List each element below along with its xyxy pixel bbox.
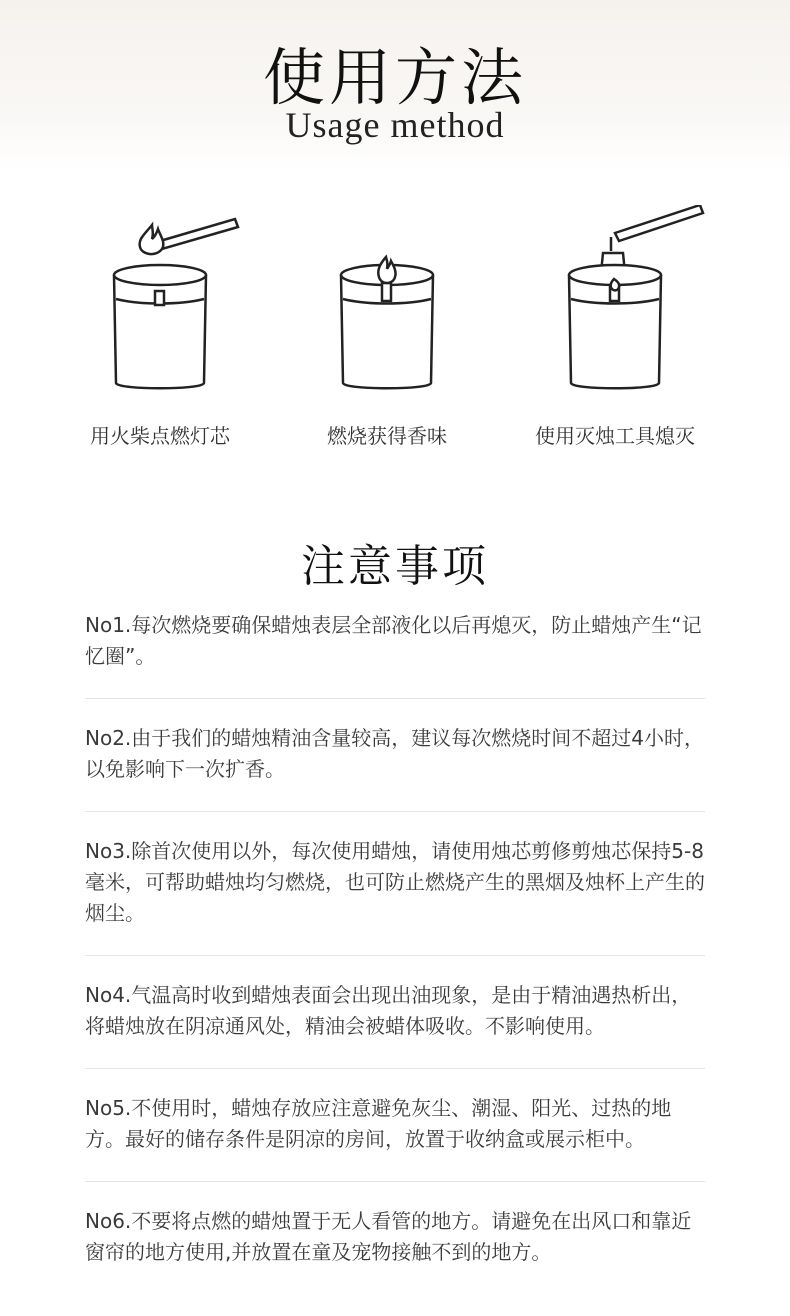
page-subtitle: Usage method	[285, 105, 505, 145]
notes-title: 注意事项	[301, 541, 489, 592]
step-3	[515, 205, 715, 455]
note-item: No4.气温高时收到蜡烛表面会出现出油现象，是由于精油遇热析出，将蜡烛放在阴凉通风处，精油会被蜡体吸收。不影响使用。	[85, 978, 705, 1069]
burning-candle-icon	[287, 205, 487, 405]
step-2	[287, 205, 487, 455]
note-item: No3.除首次使用以外，每次使用蜡烛，请使用烛芯剪修剪烛芯保持5-8毫米，可帮助蜡烛均匀燃烧，也可防止燃烧产生的黑烟及烛杯上产生的烟尘。	[85, 834, 705, 956]
step-label: 用火柴点燃灯芯	[90, 424, 230, 448]
step-label: 使用灭烛工具熄灭	[535, 424, 695, 448]
note-item: No1.每次燃烧要确保蜡烛表层全部液化以后再熄灭，防止蜡烛产生“记忆圈”。	[85, 608, 705, 699]
match-light-candle-icon	[60, 205, 260, 405]
note-item: No2.由于我们的蜡烛精油含量较高，建议每次燃烧时间不超过4小时，以免影响下一次扩香。	[85, 721, 705, 812]
note-item: No5.不使用时，蜡烛存放应注意避免灰尘、潮湿、阳光、过热的地方。最好的储存条件是阴凉的房间，放置于收纳盒或展示柜中。	[85, 1091, 705, 1182]
snuffer-candle-icon	[515, 205, 715, 405]
page-title: 使用方法	[262, 41, 527, 114]
notes-list	[85, 608, 705, 1316]
step-1	[60, 205, 260, 455]
note-item: No6.不要将点燃的蜡烛置于无人看管的地方。请避免在出风口和靠近窗帘的地方使用,并放置在童及宠物接触不到的地方。	[85, 1209, 692, 1264]
step-label: 燃烧获得香味	[327, 424, 447, 448]
